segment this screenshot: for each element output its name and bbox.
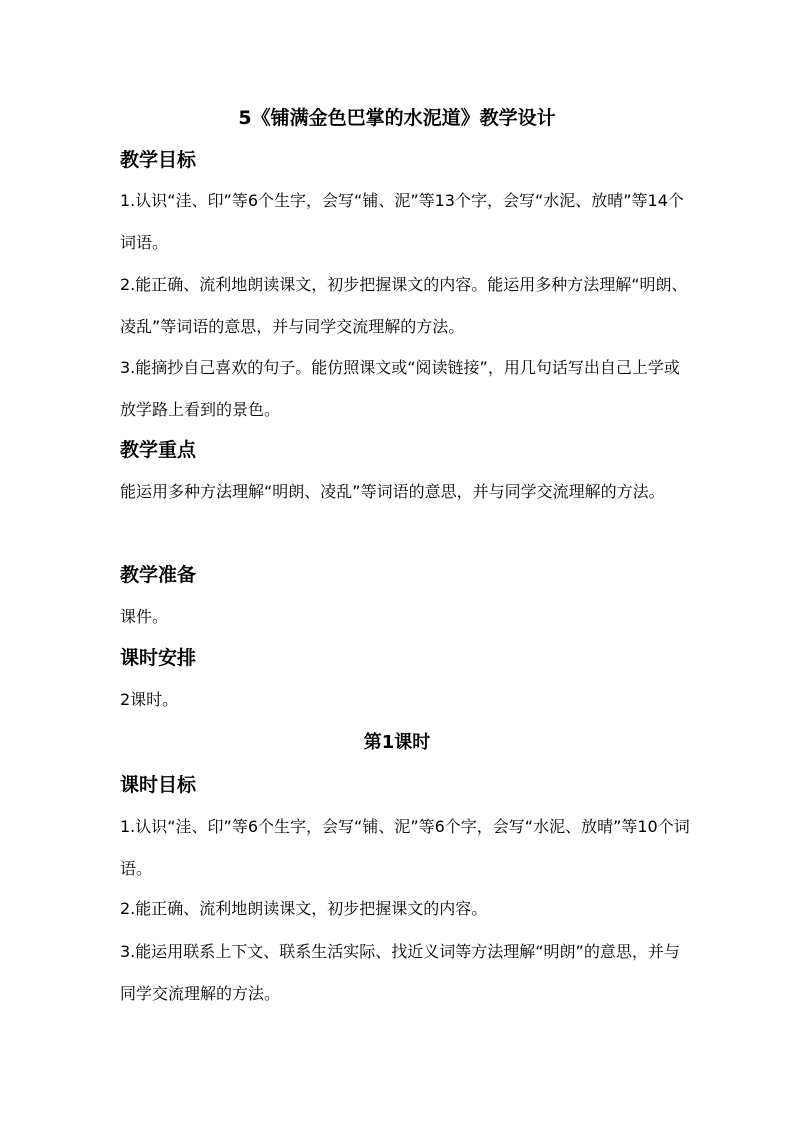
preparation-text: 课件。 [120,607,169,626]
lesson1-title: 第1课时 [363,732,431,753]
objective-item-1: 1.认识“洼、印”等6个生字，会写“铺、泥”等13个字，会写“水泥、放晴”等14个词语。 [120,191,684,252]
key-points-text: 能运用多种方法理解“明朗、凌乱”等词语的意思，并与同学交流理解的方法。 [120,482,665,501]
preparation-heading: 教学准备 [120,564,197,586]
lesson1-item-3: 3.能运用联系上下文、联系生活实际、找近义词等方法理解“明朗”的意思，并与同学交流理解的方法。 [120,942,680,1003]
objective-item-2: 2.能正确、流利地朗读课文，初步把握课文的内容。能运用多种方法理解“明朗、凌乱”等词语的意思，并与同学交流理解的方法。 [120,275,688,336]
lesson1-objectives-heading: 课时目标 [120,774,197,796]
schedule-text: 2课时。 [120,690,179,709]
key-points-heading: 教学重点 [120,439,197,461]
objectives-heading: 教学目标 [120,149,197,171]
lesson1-item-1: 1.认识“洼、印”等6个生字，会写“铺、泥”等6个字，会写“水泥、放晴”等10个词语。 [120,817,690,878]
lesson1-item-2: 2.能正确、流利地朗读课文，初步把握课文的内容。 [120,899,488,918]
schedule-heading: 课时安排 [120,647,197,669]
document-title: 5《铺满金色巴掌的水泥道》教学设计 [238,107,556,129]
objective-item-3: 3.能摘抄自己喜欢的句子。能仿照课文或“阅读链接”，用几句话写出自己上学或放学路上看到的景色。 [120,358,680,419]
